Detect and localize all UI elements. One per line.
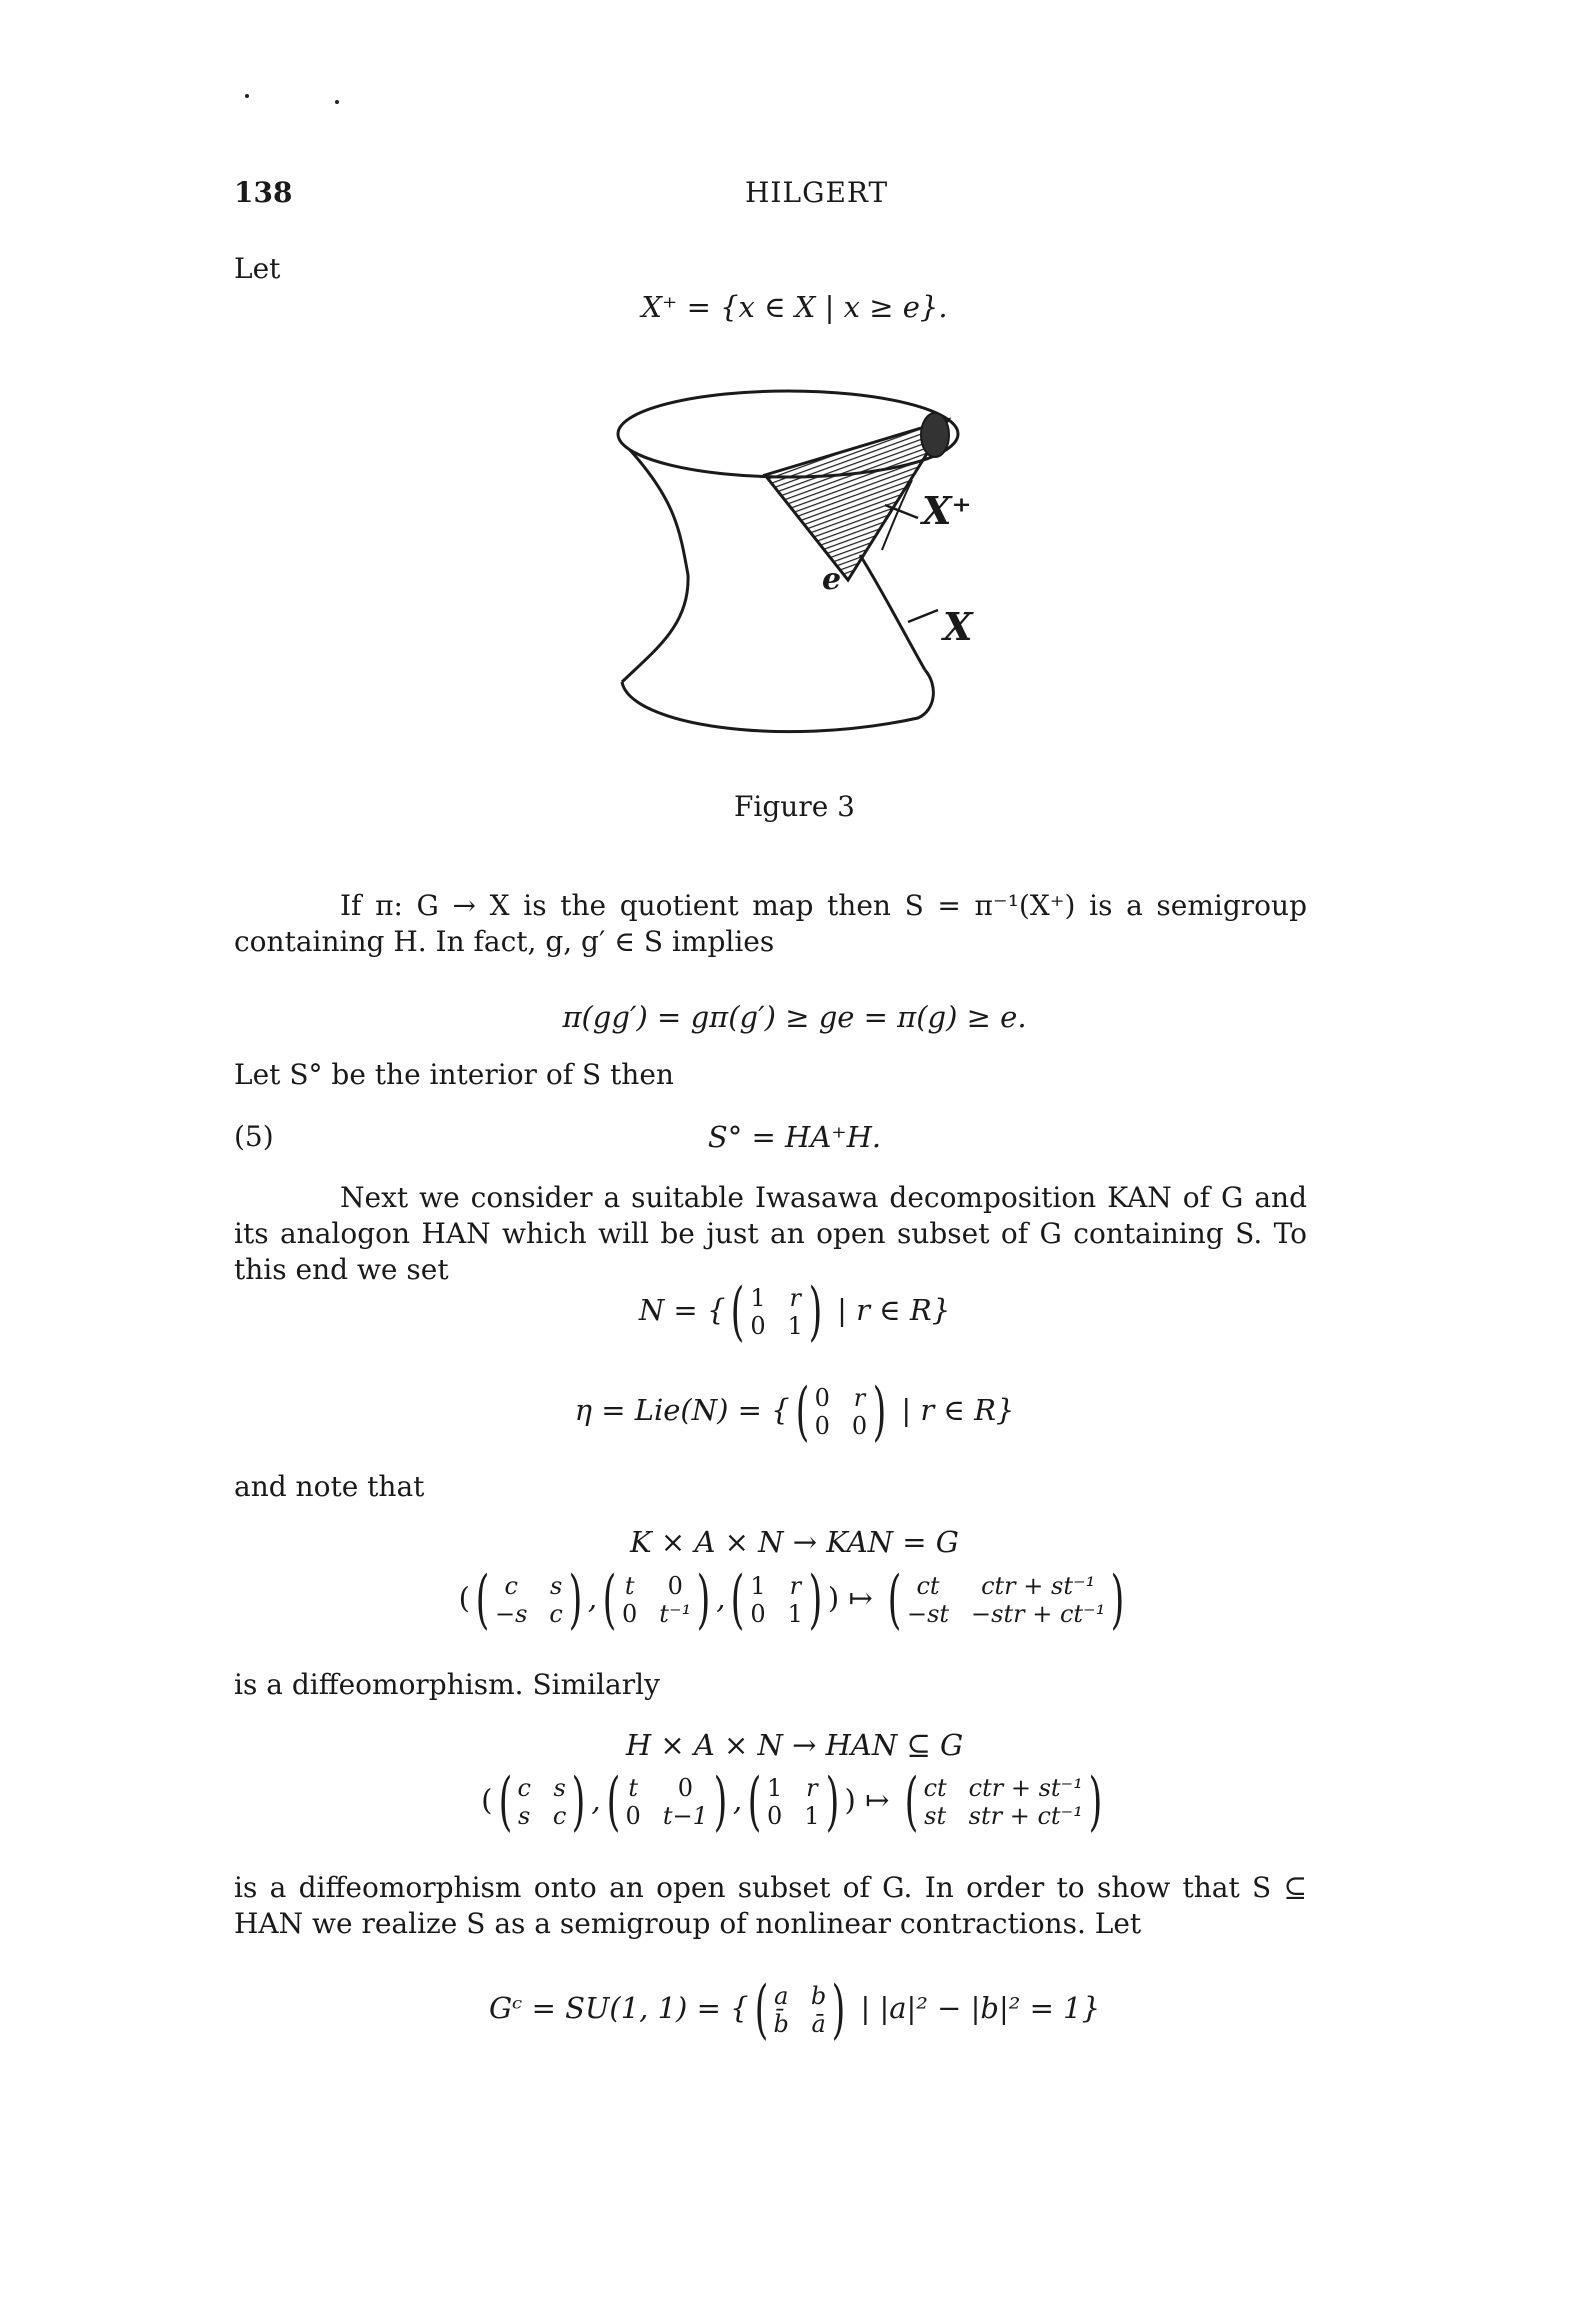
equation-KAN: K × A × N → KAN = G [630, 1525, 959, 1559]
running-title: HILGERT [745, 176, 889, 209]
equation-SU11: Gᶜ = SU(1, 1) = { ( a b b̄ ā ) | |a|² − |b|² = 1} [488, 1973, 1101, 2047]
speck-mark-2 [335, 100, 339, 104]
figure-caption: Figure 3 [733, 790, 855, 823]
equation-HAN: H × A × N → HAN ⊆ G [625, 1728, 964, 1762]
figure-label-e: e [822, 562, 842, 597]
paragraph-iwasawa: Next we consider a suitable Iwasawa decomposition KAN of G and its analogon HAN which will be just an open subset of G containing S. To this end we set [234, 1181, 1307, 1286]
equation-N: N = { ( 1 r 0 1 ) | r ∈ R} [638, 1275, 951, 1349]
equation-map-HAN: ( ( c s s c ) , ( t 0 0 t−1 ) , ( 1 r 0 1 ) ) ↦ ( ct ctr + st⁻¹ st str + ct⁻¹ ) [481, 1765, 1103, 1839]
hyperboloid-figure [600, 380, 1000, 750]
figure-label-x: X [943, 604, 973, 649]
equation-map-KAN: ( ( c s −s c ) , ( t 0 0 t⁻¹ ) , ( 1 r 0 1 ) ) ↦ ( ct ctr + st⁻¹ −st −str + ct⁻¹ ) [458, 1563, 1125, 1637]
equation-xplus: X⁺ = {x ∈ X | x ≥ e}. [641, 290, 948, 324]
x-pointer [908, 610, 938, 622]
page-number: 138 [234, 176, 293, 209]
line-note-that: and note that [234, 1470, 425, 1503]
let-word: Let [234, 252, 281, 285]
equation-number-5: (5) [234, 1120, 274, 1153]
equation-pi: π(gg′) = gπ(g′) ≥ ge = π(g) ≥ e. [562, 1000, 1027, 1034]
paragraph-contractions: is a diffeomorphism onto an open subset of G. In order to show that S ⊆ HAN we realize S as a semigroup of nonlinear contractions. Let [234, 1871, 1307, 1940]
equation-lie-n: η = Lie(N) = { ( 0 r 0 0 ) | r ∈ R} [574, 1375, 1015, 1449]
line-diffeomorphism: is a diffeomorphism. Similarly [234, 1668, 660, 1701]
speck-mark-1 [245, 94, 249, 98]
equation-5: S° = HA⁺H. [707, 1120, 882, 1154]
figure-label-xplus: X⁺ [922, 488, 972, 533]
line-interior: Let S° be the interior of S then [234, 1058, 674, 1091]
paragraph-quotient-map: If π: G → X is the quotient map then S = π⁻¹(X⁺) is a semigroup containing H. In fact, g, g′ ∈ S implies [234, 889, 1307, 958]
